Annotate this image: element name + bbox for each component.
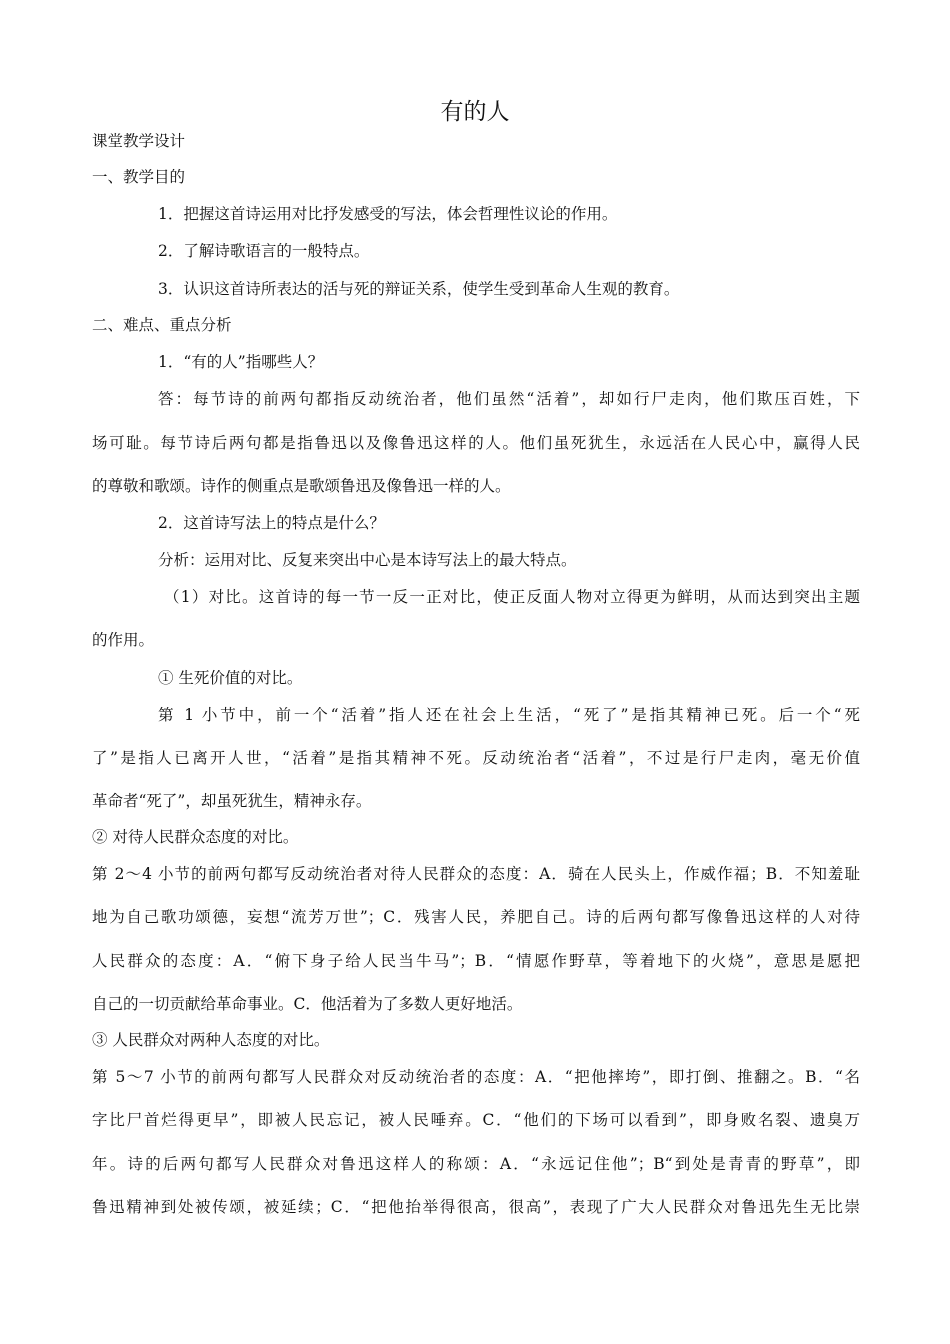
paragraph-line: 的作用。: [92, 631, 155, 649]
paragraph-line: 革命者“死了”，却虽死犹生，精神永存。: [92, 792, 372, 810]
goal-item: 3．认识这首诗所表达的活与死的辩证关系，使学生受到革命人生观的教育。: [158, 280, 680, 298]
paragraph-line: （1）对比。这首诗的每一节一反一正对比，使正反面人物对立得更为鲜明，从而达到突出主题: [164, 588, 860, 606]
goal-item: 2．了解诗歌语言的一般特点。: [158, 242, 370, 260]
sub-heading: ③ 人民群众对两种人态度的对比。: [92, 1031, 330, 1049]
sub-heading: ② 对待人民群众态度的对比。: [92, 828, 299, 846]
paragraph-line: 第 2～4 小节的前两句都写反动统治者对待人民群众的态度：A．骑在人民头上，作威作福；B．不知羞耻: [92, 865, 860, 883]
question: 1．“有的人”指哪些人？: [158, 353, 324, 371]
section-heading: 二、难点、重点分析: [92, 316, 232, 334]
goal-item: 1．把握这首诗运用对比抒发感受的写法，体会哲理性议论的作用。: [158, 205, 618, 223]
sub-heading: ① 生死价值的对比。: [158, 669, 303, 687]
paragraph-line: 第 5～7 小节的前两句都写人民群众对反动统治者的态度：A．“把他摔垮”，即打倒、推翻之。B．“名: [92, 1068, 860, 1086]
paragraph-line: 的尊敬和歌颂。诗作的侧重点是歌颂鲁迅及像鲁迅一样的人。: [92, 477, 511, 495]
paragraph-line: 第 1 小节中，前一个“活着”指人还在社会上生活，“死了”是指其精神已死。后一个“死: [158, 706, 860, 724]
section-heading: 一、教学目的: [92, 168, 186, 186]
paragraph-line: 场可耻。每节诗后两句都是指鲁迅以及像鲁迅这样的人。他们虽死犹生，永远活在人民心中，赢得人民: [92, 434, 860, 452]
paragraph-line: 了”是指人已离开人世，“活着”是指其精神不死。反动统治者“活着”，不过是行尸走肉，毫无价值: [92, 749, 860, 767]
paragraph-line: 答：每节诗的前两句都指反动统治者，他们虽然“活着”，却如行尸走肉，他们欺压百姓，下: [158, 390, 860, 408]
paragraph-line: 人民群众的态度：A．“俯下身子给人民当牛马”；B．“情愿作野草，等着地下的火烧”，意思是愿把: [92, 952, 860, 970]
section-label: 课堂教学设计: [92, 132, 186, 150]
paragraph-line: 鲁迅精神到处被传颂，被延续；C．“把他抬举得很高，很高”，表现了广大人民群众对鲁迅先生无比崇: [92, 1198, 860, 1216]
document-title: 有的人: [440, 99, 510, 125]
paragraph-line: 字比尸首烂得更早”，即被人民忘记，被人民唾弃。C．“他们的下场可以看到”，即身败名裂、遗臭万: [92, 1111, 860, 1129]
paragraph-line: 分析：运用对比、反复来突出中心是本诗写法上的最大特点。: [158, 551, 577, 569]
paragraph-line: 自己的一切贡献给革命事业。C．他活着为了多数人更好地活。: [92, 995, 523, 1013]
paragraph-line: 年。诗的后两句都写人民群众对鲁迅这样人的称颂：A．“永远记住他”；B“到处是青青的野草”，即: [92, 1155, 860, 1173]
question: 2．这首诗写法上的特点是什么？: [158, 514, 385, 532]
paragraph-line: 地为自己歌功颂德，妄想“流芳万世”；C．残害人民，养肥自己。诗的后两句都写像鲁迅这样的人对待: [92, 908, 860, 926]
